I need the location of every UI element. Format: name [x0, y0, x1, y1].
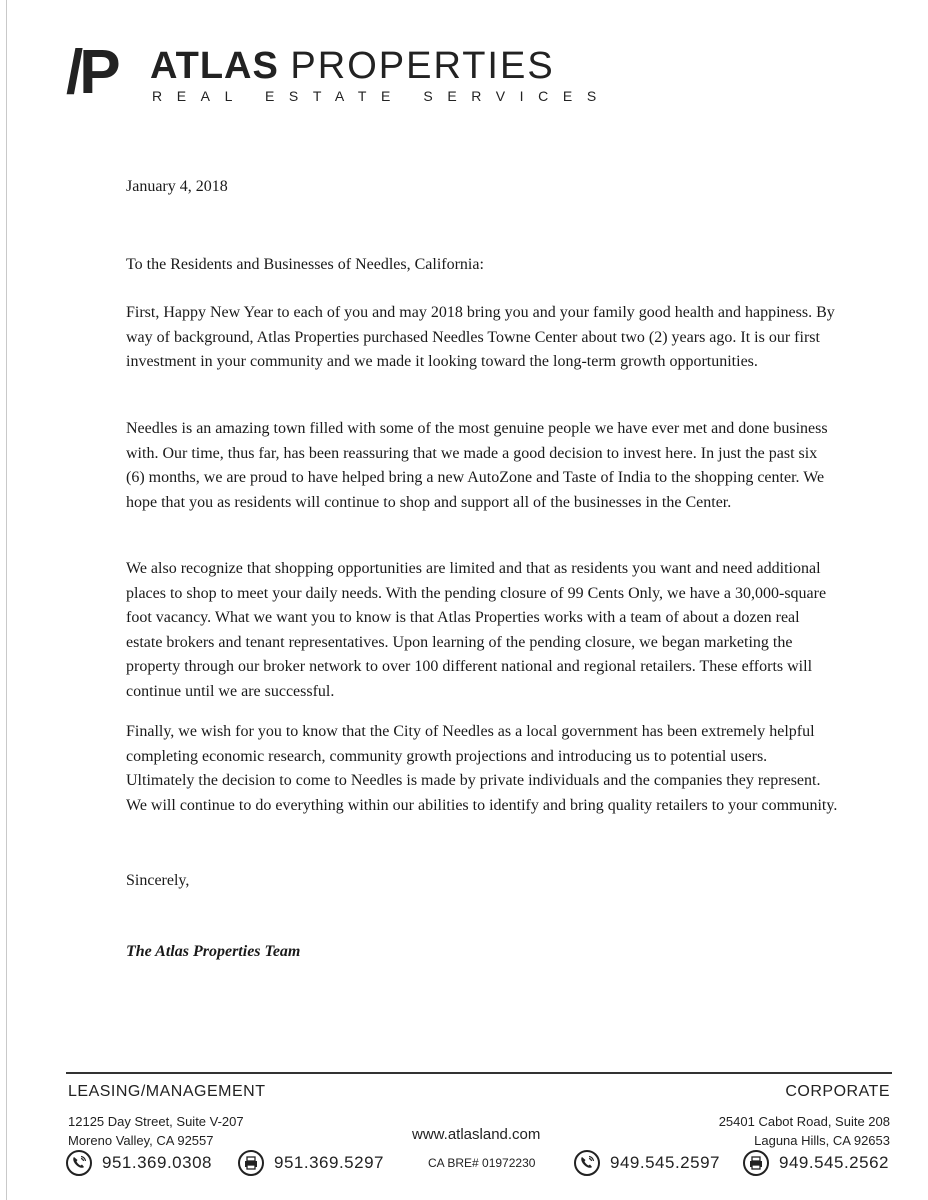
- corporate-phone: [574, 1148, 720, 1178]
- letter-signature: The Atlas Properties Team: [126, 943, 301, 960]
- company-tagline: REAL ESTATE SERVICES: [152, 88, 611, 104]
- leasing-phone: [66, 1148, 212, 1178]
- paragraph-2: Needles is an amazing town filled with some of the most genuine people we have ever met and done business with. Our time, thus far, has been reassuring that we made a good decision to invest here. In just the past six (6) months, we are proud to have helped bring a new AutoZone and Taste of India to the shopping center. We hope that you as residents will continue to shop and support all of the businesses in the Center.: [126, 420, 828, 511]
- corporate-address: [719, 1112, 890, 1150]
- paragraph-3: We also recognize that shopping opportunities are limited and that as residents you want and need additional places to shop to meet your daily needs. With the pending closure of 99 Cents Only, we have a 30,000-square foot vacancy. What we want you to know is that Atlas Properties works with a team of about a dozen real estate brokers and tenant representatives. Upon learning of the pending closure, we began marketing the property through our broker network to over 100 different national and regional retailers. These efforts will continue until we are successful.: [126, 560, 827, 700]
- corporate-address-line-1: 25401 Cabot Road, Suite 208: [718, 1114, 890, 1129]
- letter-salutation: To the Residents and Businesses of Needles, California:: [126, 256, 484, 273]
- fax-icon: [743, 1150, 769, 1176]
- website-link[interactable]: www.atlasland.com: [412, 1126, 541, 1143]
- leasing-address-line-2: Moreno Valley, CA 92557: [68, 1133, 214, 1148]
- corporate-title: CORPORATE: [785, 1083, 890, 1100]
- letter-closing: Sincerely,: [126, 872, 190, 889]
- company-name-light: PROPERTIES: [290, 45, 555, 87]
- phone-icon: [574, 1150, 600, 1176]
- company-logo: [66, 38, 611, 107]
- leasing-fax-number: 951.369.5297: [274, 1153, 384, 1172]
- scan-edge-line: [6, 0, 7, 1200]
- leasing-address-line-1: 12125 Day Street, Suite V-207: [68, 1114, 244, 1129]
- corporate-address-line-2: Laguna Hills, CA 92653: [754, 1133, 890, 1148]
- logo-mark: /P: [66, 38, 117, 107]
- leasing-address: [68, 1112, 244, 1150]
- leasing-title: LEASING/MANAGEMENT: [68, 1083, 266, 1100]
- corporate-fax-number: 949.545.2562: [779, 1153, 889, 1172]
- leasing-fax: [238, 1148, 384, 1178]
- company-name-bold: ATLAS: [150, 45, 279, 87]
- corporate-phone-number: 949.545.2597: [610, 1153, 720, 1172]
- footer-divider: [66, 1072, 892, 1074]
- paragraph-1: First, Happy New Year to each of you and may 2018 bring you and your family good health and happiness. By way of background, Atlas Properties purchased Needles Towne Center about two (2) years ago. It is our first investment in your community and we made it looking toward the long-term growth opportunities.: [126, 304, 835, 370]
- leasing-phone-number: 951.369.0308: [102, 1153, 212, 1172]
- paragraph-4: Finally, we wish for you to know that the City of Needles as a local government has been extremely helpful completing economic research, community growth projections and introducing us to potential users. Ultimately the decision to come to Needles is made by private individuals and the companies they represent. We will continue to do everything within our abilities to identify and bring quality retailers to your community.: [126, 723, 838, 814]
- letter-date: January 4, 2018: [126, 178, 228, 195]
- company-name: [150, 46, 555, 86]
- phone-icon: [66, 1150, 92, 1176]
- license-number: CA BRE# 01972230: [428, 1156, 536, 1170]
- fax-icon: [238, 1150, 264, 1176]
- corporate-fax: [743, 1148, 889, 1178]
